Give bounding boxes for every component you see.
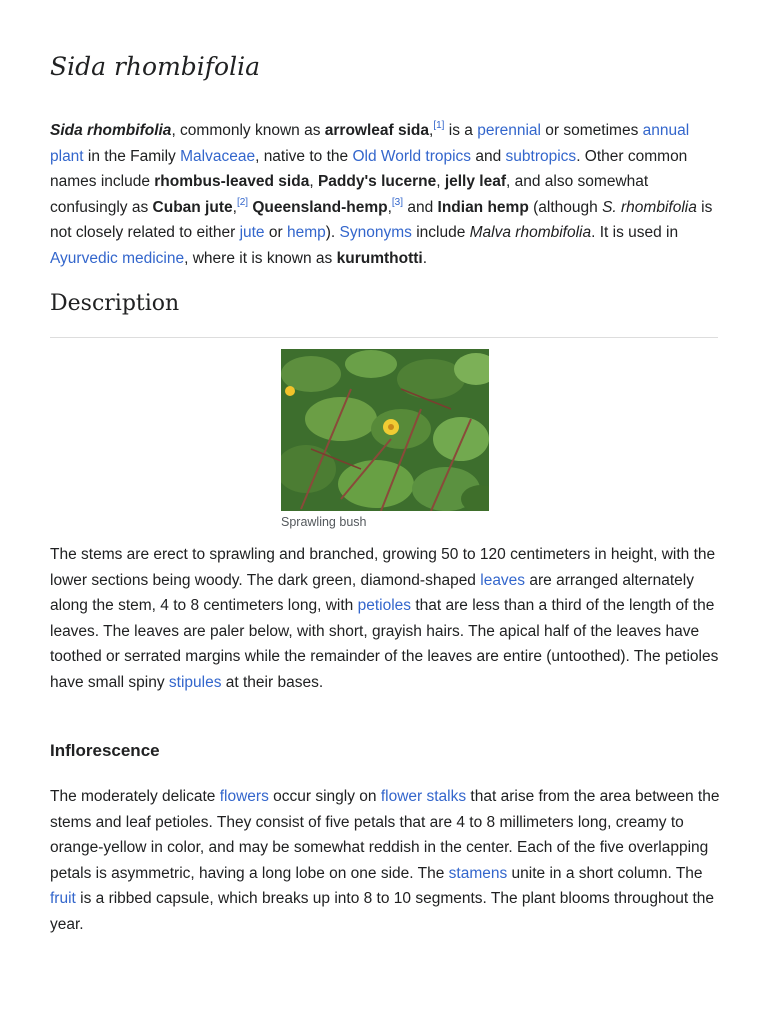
article-link[interactable]: subtropics [505, 147, 577, 165]
description-paragraph [50, 542, 726, 695]
footnote-link[interactable]: [1] [433, 120, 445, 131]
text-run: in the Family [83, 147, 181, 165]
text-run: occur singly on [268, 788, 381, 805]
article-link[interactable]: stamens [448, 864, 508, 882]
article-link[interactable]: Malvaceae [180, 147, 256, 165]
intro-paragraph [50, 118, 726, 271]
text-run: The stems are erect to sprawling and branched, growing 50 to 120 centimeters in height, with the lower sections being woody. The dark green, diamond-shaped [50, 546, 716, 589]
description-heading: Description [50, 291, 180, 316]
article-link[interactable]: fruit [50, 890, 76, 907]
article-link[interactable]: perennial [477, 122, 541, 139]
text-run: , [436, 173, 445, 190]
footnote-link[interactable]: [2] [236, 196, 249, 208]
text-run: , [429, 122, 434, 139]
inflorescence-heading: Inflorescence [50, 741, 160, 760]
text-run: , where it is known as [184, 249, 337, 267]
text-run: are arranged alternately along the stem, 4 to 8 centimeters long, with [50, 571, 694, 614]
bold-term: Sida rhombifolia [50, 122, 172, 139]
bold-term: arrowleaf sida [324, 122, 430, 139]
text-run: is a [444, 122, 478, 139]
bold-term: rhombus-leaved sida [154, 173, 310, 190]
figure-caption: Sprawling bush [281, 515, 367, 529]
article-link[interactable]: Old World tropics [352, 147, 472, 165]
section-divider [50, 337, 718, 338]
text-run: , [387, 198, 392, 216]
text-run: . [422, 249, 428, 267]
article-link[interactable]: stipules [168, 673, 222, 691]
inflorescence-paragraph [50, 784, 726, 937]
text-run: , commonly known as [171, 122, 325, 139]
italic-term: Malva rhombifolia [469, 224, 592, 241]
text-run: and [471, 147, 506, 165]
footnote-ref [237, 197, 248, 208]
article-link[interactable]: flowers [219, 788, 269, 805]
page-title: Sida rhombifolia [50, 52, 260, 81]
bold-term: Indian hemp [437, 198, 529, 216]
bold-term: Cuban jute [152, 198, 233, 216]
article-link[interactable]: leaves [480, 571, 526, 589]
article-link[interactable]: Ayurvedic medicine [50, 249, 185, 267]
text-run: . Other common names include [50, 147, 688, 190]
article-link[interactable]: hemp [286, 224, 326, 241]
article-link[interactable]: petioles [357, 597, 412, 614]
text-run: include [411, 224, 470, 241]
bold-term: Queensland-hemp [252, 198, 388, 216]
text-run: is a ribbed capsule, which breaks up into 8 to 10 segments. The plant blooms throughout the year. [50, 890, 715, 933]
text-run: . It is used in [591, 224, 679, 241]
bold-term: jelly leaf [444, 173, 507, 190]
bold-term: kurumthotti [336, 249, 423, 267]
plant-photo-illustration [281, 349, 489, 511]
text-run: The moderately delicate [50, 788, 220, 805]
text-run: , native to the [255, 147, 353, 165]
text-run: , [309, 173, 318, 190]
text-run: ). [325, 224, 340, 241]
footnote-link[interactable]: [3] [391, 196, 404, 208]
text-run: , and also somewhat confusingly as [50, 173, 649, 216]
text-run: , [232, 198, 237, 216]
text-run: or sometimes [540, 122, 643, 139]
text-run: (although [528, 198, 603, 216]
footnote-ref [392, 197, 403, 208]
text-run: that arise from the area between the stems and leaf petioles. They consist of five petals that are 4 to 8 millimeters long, creamy to orange-yellow in color, and may be somewhat reddish in the center. Each of the five overlapping petals is asymmetric, having a long lobe on one side. The [50, 788, 720, 882]
footnote-ref [433, 120, 444, 131]
figure-image[interactable] [281, 349, 489, 511]
text-run: at their bases. [221, 673, 324, 691]
article-link[interactable]: jute [239, 224, 265, 241]
article-link[interactable]: flower stalks [380, 788, 467, 805]
italic-term: S. rhombifolia [602, 198, 697, 216]
text-run: and [403, 198, 438, 216]
text-run: that are less than a third of the length of the leaves. The leaves are paler below, with short, grayish hairs. The apical half of the leaves have toothed or serrated margins while the remainder of the leaves are entire (untoothed). The petioles have small spiny [50, 597, 719, 691]
text-run: unite in a short column. The [507, 864, 703, 882]
article-link[interactable]: annual plant [50, 122, 690, 165]
text-run: or [264, 224, 287, 241]
bold-term: Paddy's lucerne [317, 173, 437, 190]
text-run: is not closely related to either [50, 198, 713, 241]
article-link[interactable]: Synonyms [339, 224, 412, 241]
